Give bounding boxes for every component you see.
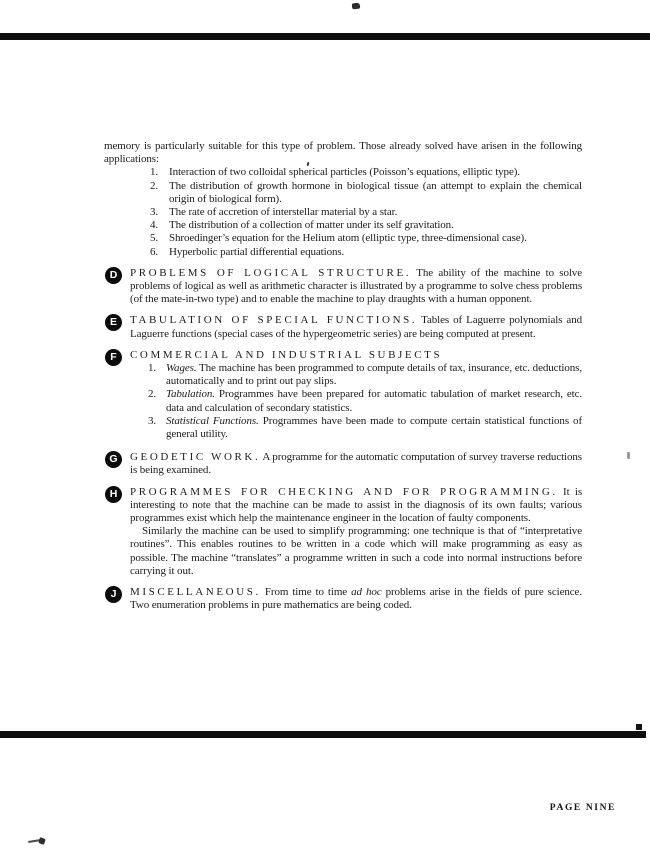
section-letter-badge-e: E bbox=[105, 314, 122, 331]
section-paragraph bbox=[130, 349, 582, 362]
section-j bbox=[104, 586, 582, 612]
section-paragraph bbox=[130, 451, 582, 477]
section-heading: PROGRAMMES FOR CHECKING AND FOR PROGRAMMING. bbox=[130, 485, 558, 498]
list-item-text: The distribution of growth hormone in biological tissue (an attempt to explain the chemical origin of biological form). bbox=[169, 179, 582, 205]
section-body-italic: ad hoc bbox=[351, 586, 382, 599]
section-g bbox=[104, 451, 582, 477]
section-paragraph bbox=[130, 267, 582, 307]
section-letter-badge-j: J bbox=[105, 586, 122, 603]
list-item-number: 5. bbox=[150, 232, 159, 245]
top-rule bbox=[0, 33, 650, 40]
section-body: A programme for the automatic computation of survey traverse reductions is being examined. bbox=[130, 451, 582, 477]
list-item bbox=[150, 232, 582, 245]
section-letter-badge-d: D bbox=[105, 267, 122, 284]
section-h bbox=[104, 486, 582, 578]
list-item-text: Interaction of two colloidal spherical particles (Poisson’s equations, elliptic type). bbox=[169, 166, 520, 179]
ink-speck-top bbox=[352, 3, 361, 10]
list-item-lead: Tabulation. bbox=[166, 388, 215, 401]
list-item-number: 3. bbox=[148, 414, 157, 427]
list-item bbox=[148, 388, 582, 414]
list-item-lead: Wages. bbox=[166, 362, 197, 375]
section-heading: PROBLEMS OF LOGICAL STRUCTURE. bbox=[130, 266, 412, 279]
section-paragraph bbox=[130, 586, 582, 612]
section-heading: TABULATION OF SPECIAL FUNCTIONS. bbox=[130, 314, 418, 327]
section-body-pre: From time to time bbox=[264, 586, 352, 599]
ink-speck-square bbox=[636, 724, 642, 730]
intro-paragraph: memory is particularly suitable for this type of problem. Those already solved have arisen in the following applications: bbox=[104, 140, 582, 166]
list-item bbox=[148, 415, 582, 441]
section-letter-badge-f: F bbox=[105, 349, 122, 366]
list-item bbox=[150, 206, 582, 219]
list-item bbox=[150, 180, 582, 206]
list-item-lead: Statistical Functions. bbox=[166, 414, 259, 427]
list-item-number: 6. bbox=[150, 245, 159, 258]
section-body: The ability of the machine to solve problems of logical as well as arithmetic character is illustrated by a programme to solve chess problems (of the mate-in-two type) and to enable the machine to play draughts with a human opponent. bbox=[130, 266, 582, 306]
list-item-body: The machine has been programmed to compute details of tax, insurance, etc. deductions, automatically and to print out pay slips. bbox=[166, 362, 582, 388]
list-item bbox=[150, 219, 582, 232]
section-f bbox=[104, 349, 582, 441]
list-item-text: The rate of accretion of interstellar material by a star. bbox=[169, 206, 398, 219]
list-item-number: 1. bbox=[148, 362, 157, 375]
section-letter-badge-g: G bbox=[105, 451, 122, 468]
list-item bbox=[150, 246, 582, 259]
list-item-number: 4. bbox=[150, 219, 159, 232]
list-item bbox=[150, 166, 582, 179]
bottom-rule bbox=[0, 731, 646, 738]
list-item-number: 2. bbox=[150, 179, 159, 192]
list-item-text: The distribution of a collection of matter under its self gravitation. bbox=[169, 219, 454, 232]
list-item-body: Programmes have been prepared for automatic tabulation of market research, etc. data and calculation of secondary statistics. bbox=[166, 388, 582, 414]
list-item-number: 3. bbox=[150, 206, 159, 219]
section-paragraph bbox=[130, 486, 582, 526]
section-heading: COMMERCIAL AND INDUSTRIAL SUBJECTS bbox=[130, 348, 443, 361]
list-item-text: Hyperbolic partial differential equations. bbox=[169, 245, 345, 258]
ink-speck-right bbox=[627, 452, 630, 459]
section-paragraph-2: Similarly the machine can be used to simplify programming: one technique is that of “interpretative routines”. This enables routines to be written in a code which will make programming as easy as possible. The machine “translates” a programme written in such a code into normal instructions before carrying it out. bbox=[130, 525, 582, 577]
section-letter-badge-h: H bbox=[105, 486, 122, 503]
section-paragraph bbox=[130, 314, 582, 340]
section-body-post: problems arise in the fields of pure science. Two enumeration problems in pure mathematics are being coded. bbox=[130, 586, 582, 612]
applications-list bbox=[150, 166, 582, 258]
section-d bbox=[104, 267, 582, 307]
list-item-text: Shroedinger’s equation for the Helium atom (elliptic type, three-dimensional case). bbox=[169, 232, 527, 245]
page-content bbox=[104, 140, 582, 613]
page-number: PAGE NINE bbox=[549, 803, 616, 813]
list-item-text bbox=[166, 362, 582, 388]
section-heading: MISCELLANEOUS. bbox=[130, 586, 261, 599]
list-item-number: 2. bbox=[148, 388, 157, 401]
list-item bbox=[148, 362, 582, 388]
section-body: It is interesting to note that the machine can be made to assist in the diagnosis of its own faults; various programmes exist which help the maintenance engineer in the location of faulty components. bbox=[130, 485, 582, 525]
section-e bbox=[104, 314, 582, 340]
section-heading: GEODETIC WORK. bbox=[130, 451, 261, 464]
section-body: Tables of Laguerre polynomials and Laguerre functions (special cases of the hypergeometric series) are being computed at present. bbox=[130, 314, 583, 340]
ink-smudge-bottom-left bbox=[28, 836, 48, 846]
list-item-body: Programmes have been made to compute certain statistical functions of general utility. bbox=[166, 414, 583, 441]
list-item-text bbox=[166, 415, 582, 441]
list-item-text bbox=[166, 388, 582, 414]
commercial-list bbox=[148, 362, 582, 441]
list-item-number: 1. bbox=[150, 166, 159, 179]
